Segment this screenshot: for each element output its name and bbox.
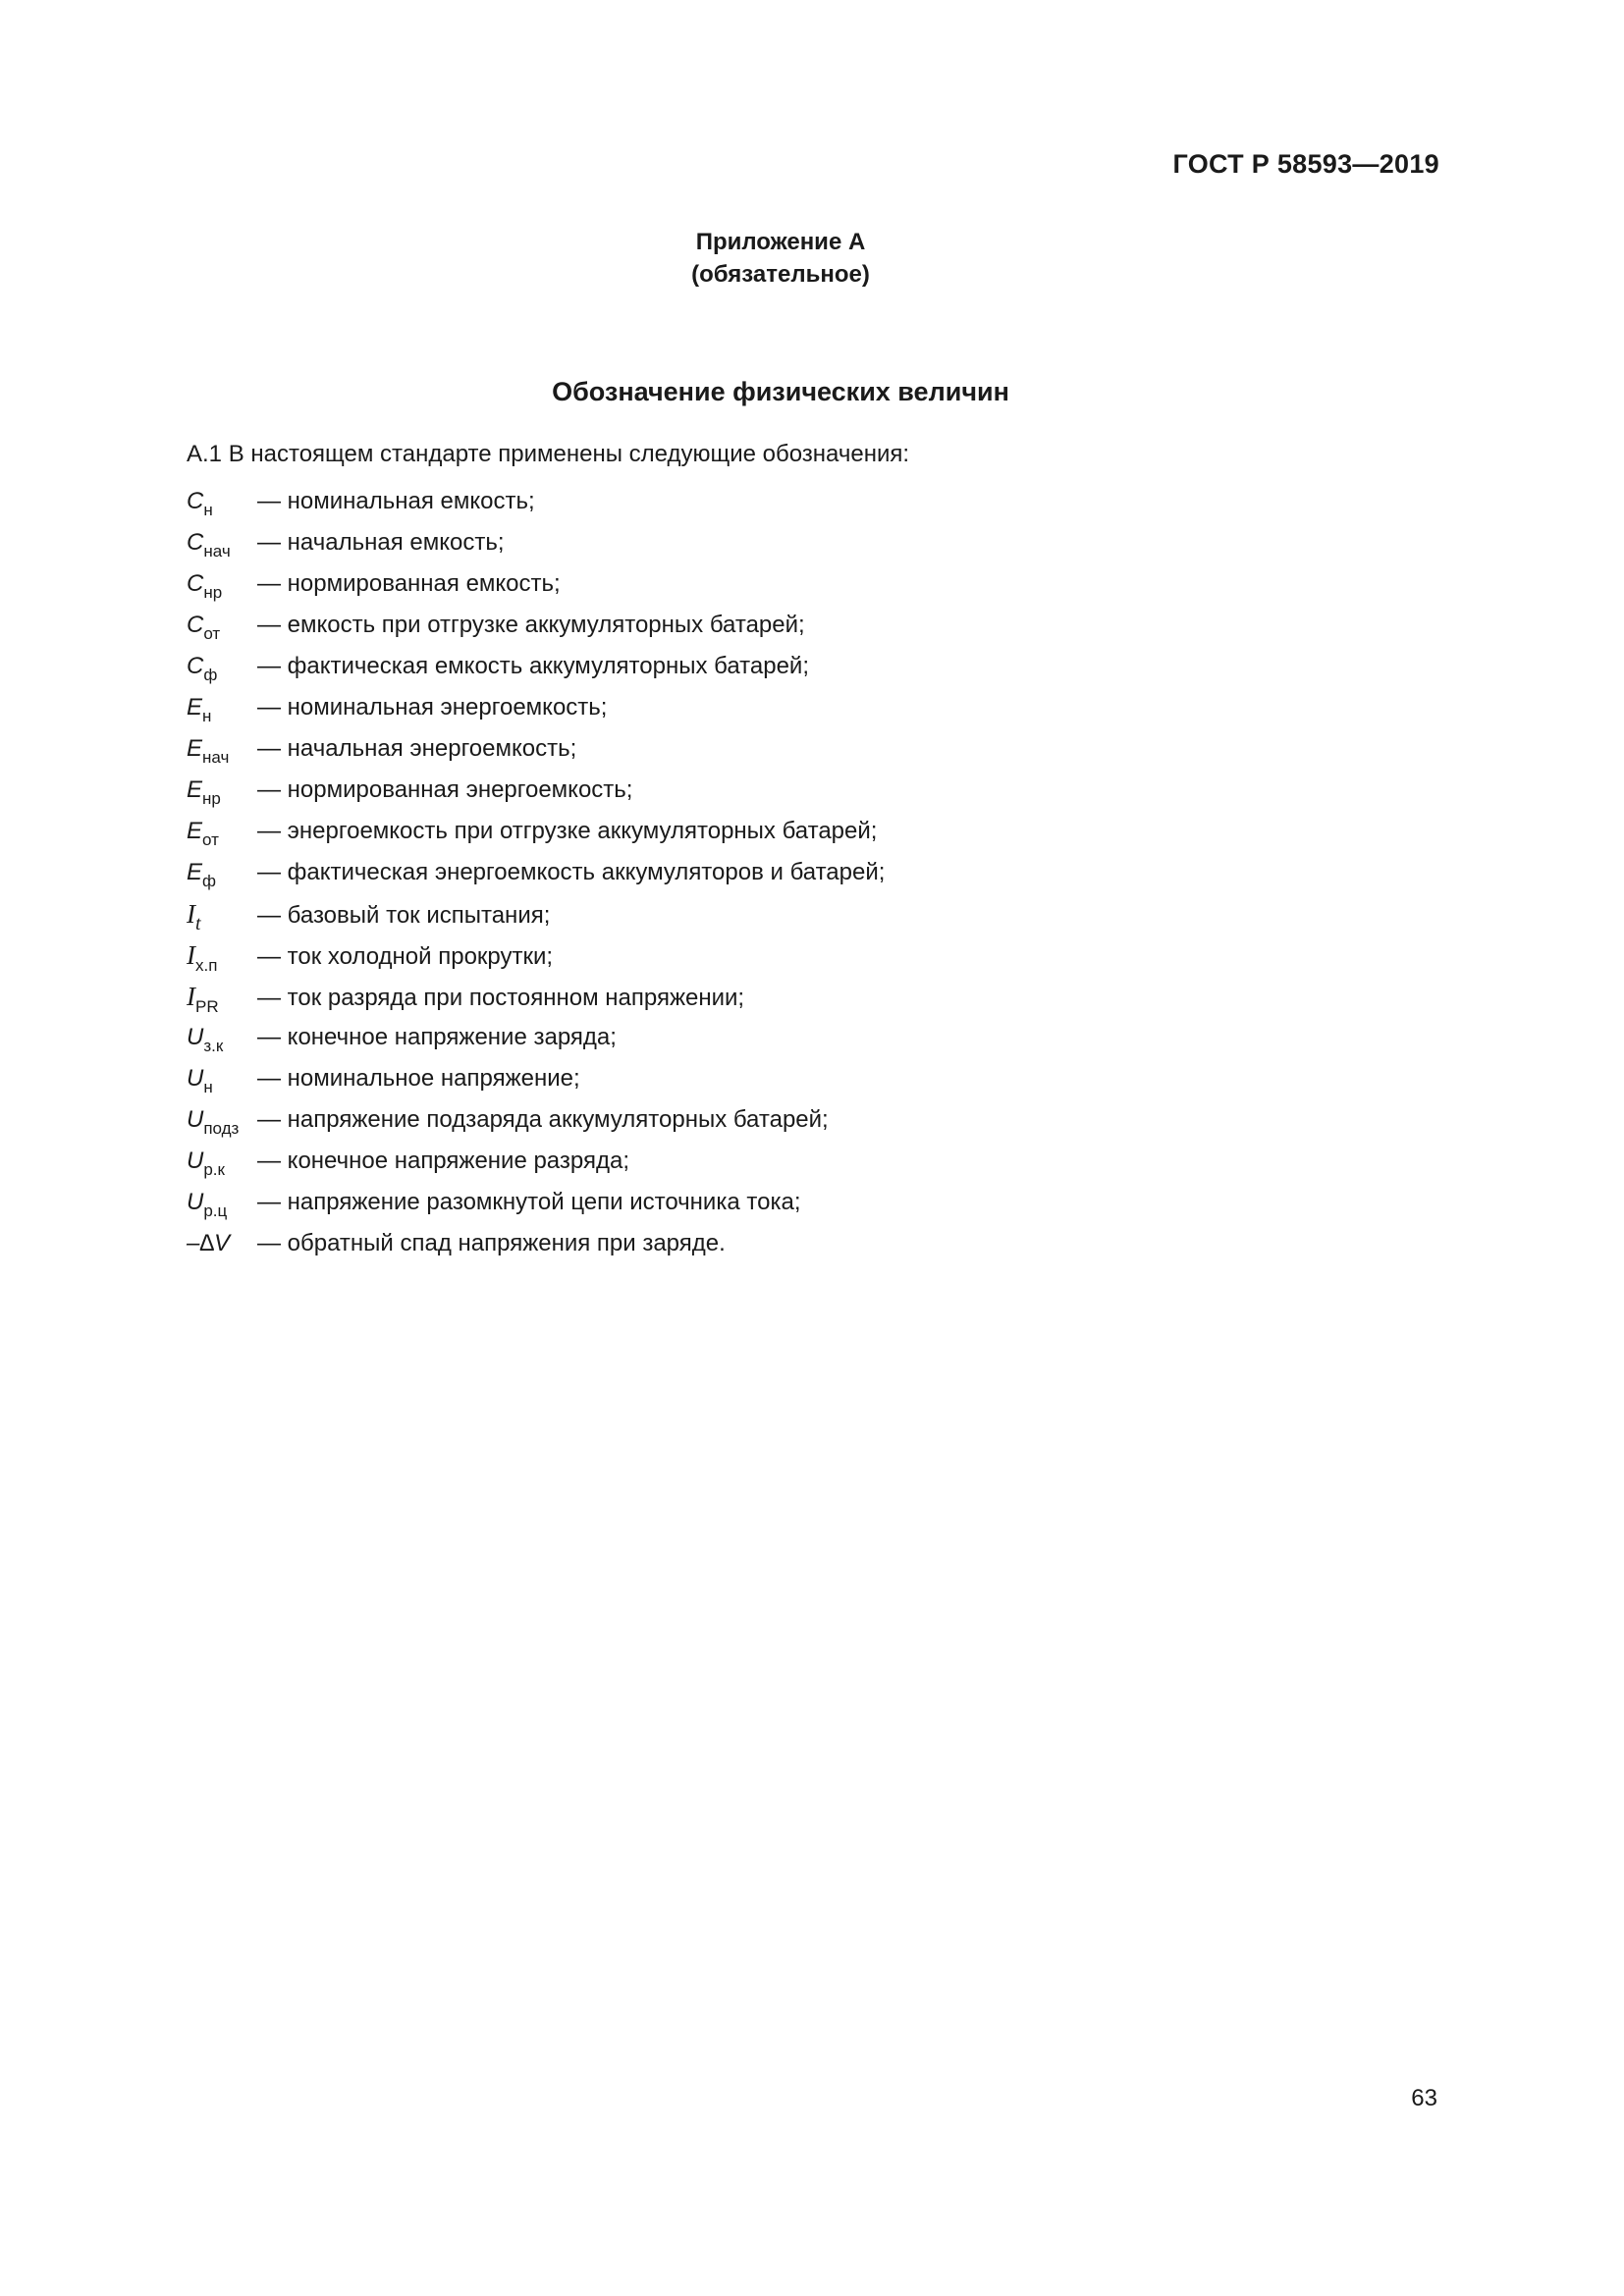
- symbol-description: — фактическая энергоемкость аккумуляторов и батарей;: [257, 859, 886, 885]
- symbol: $C_н$: [187, 488, 213, 519]
- symbol-description: — базовый ток испытания;: [257, 902, 551, 929]
- symbol: $E_н$: [187, 694, 212, 725]
- appendix-status: (обязательное): [691, 261, 870, 288]
- symbol-description: — обратный спад напряжения при заряде.: [257, 1230, 726, 1256]
- symbol-row: [187, 770, 885, 811]
- section-title: Обозначение физических величин: [552, 377, 1009, 406]
- symbol: $E_ф$: [187, 859, 217, 890]
- symbol: $C_{от}$: [187, 612, 221, 643]
- symbol-row: [187, 893, 885, 934]
- symbol: –∆V: [187, 1230, 231, 1256]
- symbol: $U_{р.ц}$: [187, 1189, 228, 1220]
- symbol: $E_{нач}$: [187, 735, 230, 767]
- symbol-row: [187, 605, 885, 646]
- symbol-description: — ток холодной прокрутки;: [257, 943, 554, 970]
- symbol-description: — номинальная энергоемкость;: [257, 694, 608, 721]
- symbol: $E_{от}$: [187, 818, 219, 849]
- symbol-row: [187, 852, 885, 893]
- symbol-description: — конечное напряжение заряда;: [257, 1024, 617, 1050]
- symbol-row: [187, 1099, 885, 1141]
- symbol-row: [187, 1017, 885, 1058]
- symbol: $I_{PR}$: [187, 982, 219, 1016]
- symbol-row: [187, 481, 885, 522]
- symbol-description: — напряжение подзаряда аккумуляторных батарей;: [257, 1106, 829, 1133]
- symbol-row: [187, 934, 885, 976]
- symbol-row: [187, 728, 885, 770]
- symbol: $C_ф$: [187, 653, 218, 684]
- symbol-description: — фактическая емкость аккумуляторных батарей;: [257, 653, 809, 679]
- symbol-row: [187, 522, 885, 563]
- symbol-description: — ток разряда при постоянном напряжении;: [257, 985, 745, 1011]
- symbol-description: — конечное напряжение разряда;: [257, 1148, 629, 1174]
- symbol: $I_{х.п}$: [187, 940, 218, 975]
- symbol-row: [187, 811, 885, 852]
- symbol: $U_{р.к}$: [187, 1148, 225, 1179]
- page-number: 63: [1411, 2085, 1437, 2111]
- symbol-description: — начальная энергоемкость;: [257, 735, 577, 762]
- symbol-description: — нормированная энергоемкость;: [257, 776, 633, 803]
- document-code: ГОСТ Р 58593—2019: [1172, 149, 1439, 179]
- symbol-description: — энергоемкость при отгрузке аккумуляторных батарей;: [257, 818, 878, 844]
- symbol: $U_{подз}$: [187, 1106, 240, 1138]
- symbol-list: [187, 481, 885, 1264]
- symbol-description: — начальная емкость;: [257, 529, 505, 556]
- symbol-row: [187, 1223, 885, 1264]
- symbol-row: [187, 1182, 885, 1223]
- appendix-heading: [0, 226, 1561, 291]
- symbol-description: — емкость при отгрузке аккумуляторных батарей;: [257, 612, 805, 638]
- symbol: $C_{нач}$: [187, 529, 231, 561]
- symbol: $I_t$: [187, 899, 201, 934]
- symbol-row: [187, 563, 885, 605]
- symbol: $E_{нр}$: [187, 776, 221, 808]
- symbol-description: — номинальная емкость;: [257, 488, 535, 514]
- intro-paragraph: А.1 В настоящем стандарте применены следующие обозначения:: [187, 441, 910, 467]
- symbol-row: [187, 976, 885, 1017]
- symbol: $C_{нр}$: [187, 570, 223, 602]
- symbol-description: — номинальное напряжение;: [257, 1065, 580, 1092]
- symbol-row: [187, 646, 885, 687]
- symbol-description: — напряжение разомкнутой цепи источника тока;: [257, 1189, 801, 1215]
- symbol-row: [187, 687, 885, 728]
- symbol-row: [187, 1058, 885, 1099]
- symbol: $U_н$: [187, 1065, 213, 1096]
- appendix-title: Приложение А: [695, 229, 866, 255]
- symbol: $U_{з.к}$: [187, 1024, 224, 1055]
- symbol-description: — нормированная емкость;: [257, 570, 561, 597]
- symbol-row: [187, 1141, 885, 1182]
